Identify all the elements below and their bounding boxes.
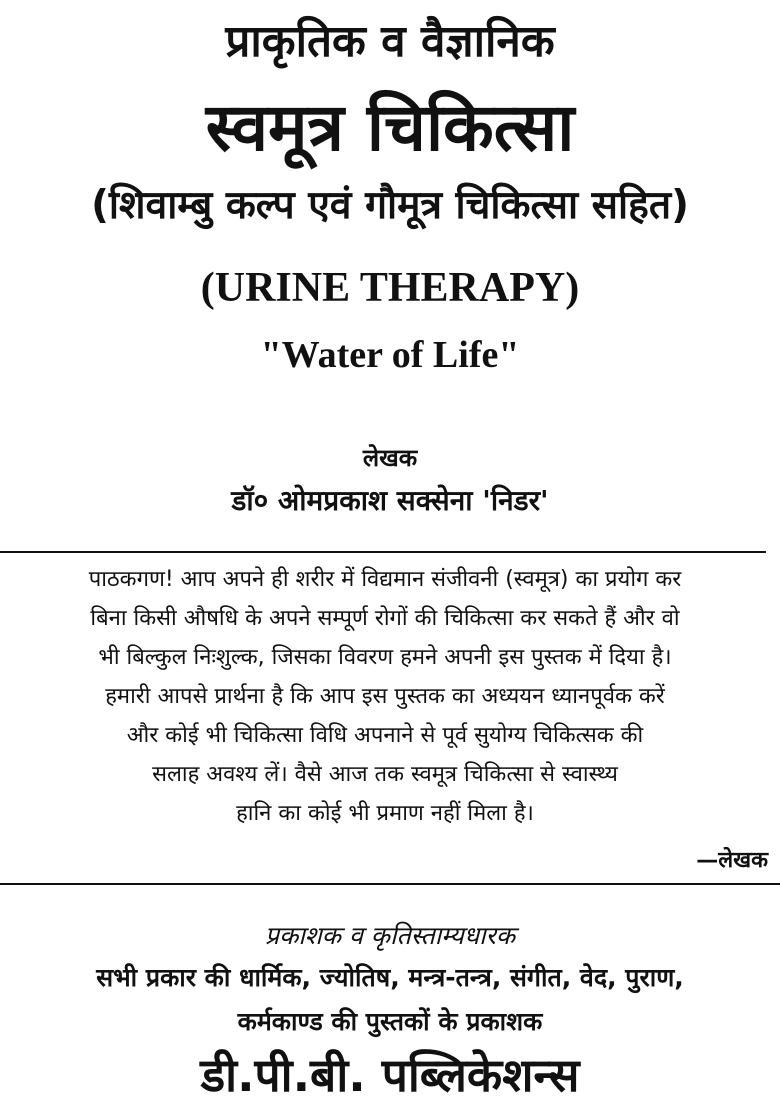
english-title: (URINE THERAPY) <box>200 265 580 311</box>
publisher-description-line1: सभी प्रकार की धार्मिक, ज्योतिष, मन्त्र-तन्त्र, संगीत, वेद, पुराण, <box>96 963 684 992</box>
notice-signature: —लेखक <box>696 848 768 873</box>
notice-line: बिना किसी औषधि के अपने सम्पूर्ण रोगों की चिकित्सा कर सकते हैं और वो <box>90 606 680 631</box>
author-name: डॉ० ओमप्रकाश सक्सेना 'निडर' <box>231 484 549 517</box>
book-subtitle: (शिवाम्बु कल्प एवं गौमूत्र चिकित्सा सहित) <box>91 183 689 228</box>
notice-line: सलाह अवश्य लें। वैसे आज तक स्वमूत्र चिकित्सा से स्वास्थ्य <box>152 762 618 787</box>
author-label: लेखक <box>362 444 418 472</box>
notice-line: और कोई भी चिकित्सा विधि अपनाने से पूर्व सुयोग्य चिकित्सक की <box>126 723 644 748</box>
top-divider <box>0 551 766 553</box>
notice-line: हानि का कोई भी प्रमाण नहीं मिला है। <box>236 801 534 826</box>
notice-line: हमारी आपसे प्रार्थना है कि आप इस पुस्तक का अध्ययन ध्यानपूर्वक करें <box>105 684 665 709</box>
publisher-description-line2: कर्मकाण्ड की पुस्तकों के प्रकाशक <box>237 1007 543 1036</box>
book-title: स्वमूत्र चिकित्सा <box>205 89 575 166</box>
notice-line: पाठकगण! आप अपने ही शरीर में विद्यमान संजीवनी (स्वमूत्र) का प्रयोग कर <box>88 567 682 592</box>
title-line-natural-scientific: प्राकृतिक व वैज्ञानिक <box>225 16 555 67</box>
publisher-label: प्रकाशक व कृतिस्ताम्यधारक <box>264 921 516 950</box>
english-tagline: "Water of Life" <box>260 334 520 376</box>
publisher-name: डी.पी.बी. पब्लिकेशन्स <box>200 1048 580 1102</box>
bottom-divider <box>0 883 780 885</box>
notice-line: भी बिल्कुल निःशुल्क, जिसका विवरण हमने अपनी इस पुस्तक में दिया है। <box>98 645 672 670</box>
